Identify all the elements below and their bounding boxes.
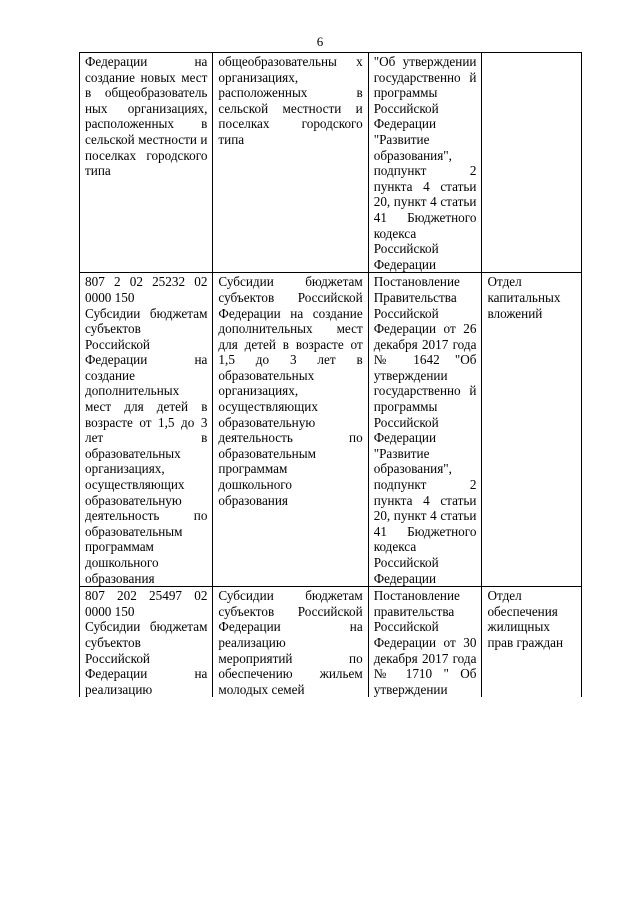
cell-department [482, 53, 582, 273]
cell-code-and-name [80, 273, 213, 587]
cell-description: общеобразовательны х организациях, расположенных в сельской местности и поселках городского типа [213, 53, 368, 273]
cell-code-and-name [80, 587, 213, 698]
cell-text: Федерации на создание новых мест в общеобразователь ных организациях, расположенных в сельской местности и поселках городского типа [85, 54, 208, 179]
table-row [80, 273, 582, 587]
revenue-name: Субсидии бюджетам субъектов Российской Федерации на реализацию [85, 619, 208, 697]
budget-revenue-table [79, 52, 582, 697]
table-row [80, 587, 582, 698]
budget-code: 807 202 25497 02 0000 150 [85, 588, 208, 619]
cell-legal-basis: Постановление Правительства Российской Федерации от 26 декабря 2017 года № 1642 "Об утверждении государственно й программы Российской Федерации "Развитие образования", подпункт 2 пункта 4 статьи 20, пункт 4 статьи 41 Бюджетного кодекса Российской Федерации [368, 273, 482, 587]
cell-legal-basis: "Об утверждении государственно й программы Российской Федерации "Развитие образования", подпункт 2 пункта 4 статьи 20, пункт 4 статьи 41 Бюджетного кодекса Российской Федерации [368, 53, 482, 273]
budget-code: 807 2 02 25232 02 0000 150 [85, 274, 208, 305]
revenue-name: Субсидии бюджетам субъектов Российской Федерации на создание дополнительных мест для детей в возрасте от 1,5 до 3 лет в образовательных организациях, осуществляющих образовательную деятельность по образовательным программам дошкольного образования [85, 305, 208, 586]
table-row [80, 53, 582, 273]
page-number: 6 [316, 34, 324, 49]
cell-legal-basis: Постановление правительства Российской Федерации от 30 декабря 2017 года № 1710 " Об утверждении [368, 587, 482, 698]
cell-department: Отдел обеспечения жилищных прав граждан [482, 587, 582, 698]
cell-department: Отдел капитальных вложений [482, 273, 582, 587]
cell-description: Субсидии бюджетам субъектов Российской Федерации на реализацию мероприятий по обеспечению жильем молодых семей [213, 587, 368, 698]
cell-code-and-name [80, 53, 213, 273]
cell-description: Субсидии бюджетам субъектов Российской Федерации на создание дополнительных мест для детей в возрасте от 1,5 до 3 лет в образовательных организациях, осуществляющих образовательную деятельность по образовательным программам дошкольного образования [213, 273, 368, 587]
